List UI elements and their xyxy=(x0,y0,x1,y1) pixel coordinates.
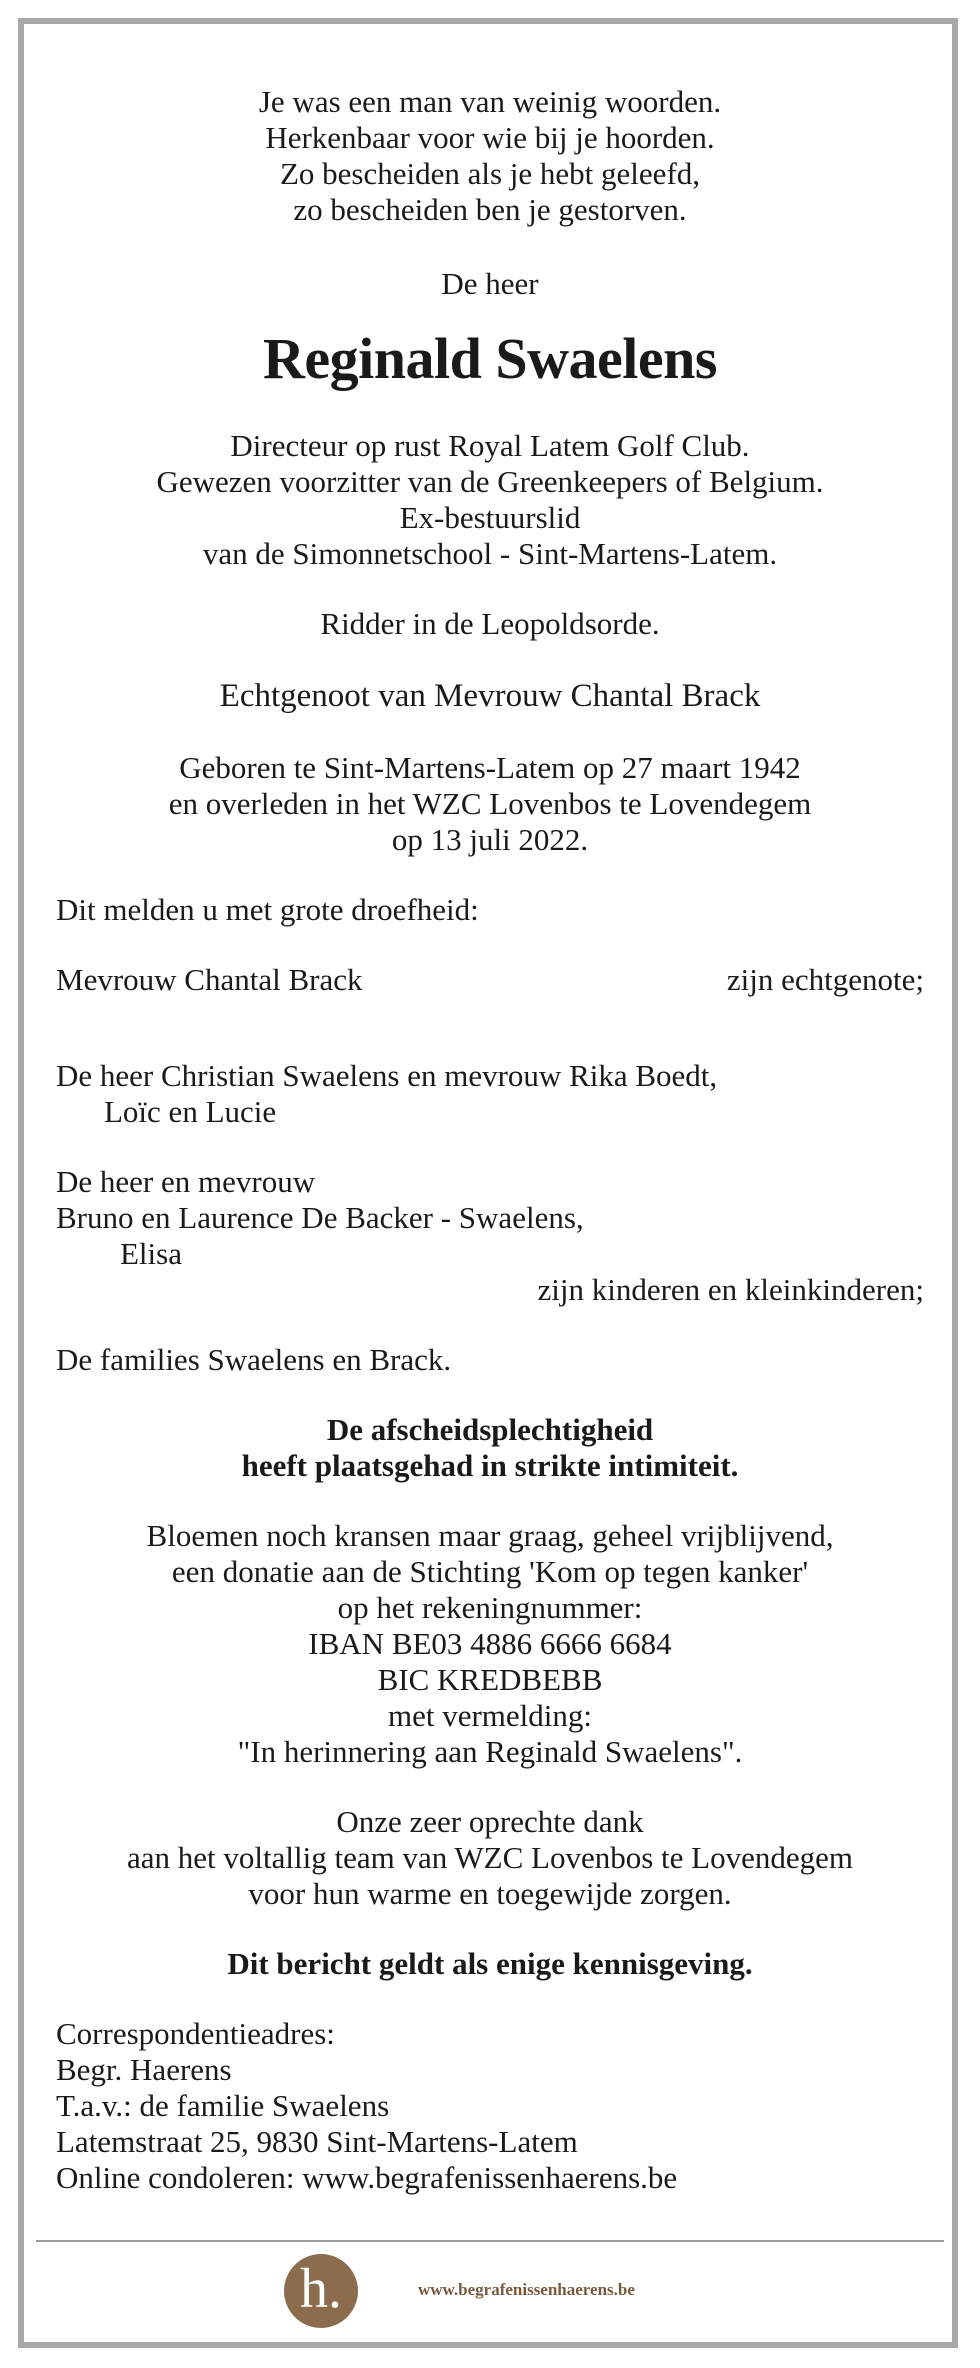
footer-divider xyxy=(36,2240,944,2242)
donation-line: "In herinnering aan Reginald Swaelens". xyxy=(237,1734,743,1769)
announce-intro: Dit melden u met grote droefheid: xyxy=(56,892,479,927)
donation-line: een donatie aan de Stichting 'Kom op tegen kanker' xyxy=(171,1554,809,1589)
role-line: Ex-bestuurslid xyxy=(399,500,581,535)
role-line: Gewezen voorzitter van de Greenkeepers of Belgium. xyxy=(156,464,824,499)
spouse-line: Echtgenoot van Mevrouw Chantal Brack xyxy=(219,678,761,714)
donation-line: BIC KREDBEBB xyxy=(377,1662,603,1697)
thanks xyxy=(56,1804,924,1912)
birth-death-line: op 13 juli 2022. xyxy=(391,822,589,857)
poem-line: zo bescheiden ben je gestorven. xyxy=(293,192,687,227)
correspondence-line: Correspondentieadres: xyxy=(56,2016,335,2051)
children-relation: zijn kinderen en kleinkinderen; xyxy=(537,1272,924,1307)
deceased-name: Reginald Swaelens xyxy=(263,326,717,391)
donation-line: IBAN BE03 4886 6666 6684 xyxy=(308,1626,672,1661)
donation-line: op het rekeningnummer: xyxy=(337,1590,643,1625)
family-line: De heer Christian Swaelens en mevrouw Rika Boedt, xyxy=(56,1058,718,1093)
spouse-relation: zijn echtgenote; xyxy=(726,962,924,997)
footer-website[interactable]: www.begrafenissenhaerens.be xyxy=(418,2280,635,2299)
roles xyxy=(56,428,924,572)
correspondence-line: Latemstraat 25, 9830 Sint-Martens-Latem xyxy=(56,2124,578,2159)
correspondence xyxy=(56,2016,924,2196)
ceremony-line: De afscheidsplechtigheid xyxy=(326,1412,654,1447)
role-line: van de Simonnetschool - Sint-Martens-Latem. xyxy=(202,536,778,571)
grandchildren-line: Loïc en Lucie xyxy=(104,1094,277,1129)
poem-line: Herkenbaar voor wie bij je hoorden. xyxy=(265,120,715,155)
thanks-line: Onze zeer oprechte dank xyxy=(336,1804,644,1839)
logo-letter: h. xyxy=(300,2258,342,2320)
birth-death-line: en overleden in het WZC Lovenbos te Lovendegem xyxy=(168,786,812,821)
family-bruno xyxy=(56,1164,924,1308)
birth-death-line: Geboren te Sint-Martens-Latem op 27 maart 1942 xyxy=(179,750,801,785)
obituary-content xyxy=(56,84,924,2196)
family-line: De heer en mevrouw xyxy=(56,1164,316,1199)
poem-line: Je was een man van weinig woorden. xyxy=(258,84,722,119)
notice: Dit bericht geldt als enige kennisgeving. xyxy=(227,1946,753,1981)
donation-line: met vermelding: xyxy=(387,1698,593,1733)
family-christian xyxy=(56,1058,924,1130)
donation xyxy=(56,1518,924,1770)
correspondence-line: Begr. Haerens xyxy=(56,2052,232,2087)
donation-line: Bloemen noch kransen maar graag, geheel vrijblijvend, xyxy=(146,1518,834,1553)
funeral-home-logo-icon xyxy=(284,2254,358,2328)
birth-death xyxy=(56,750,924,858)
honor: Ridder in de Leopoldsorde. xyxy=(320,606,660,641)
role-line: Directeur op rust Royal Latem Golf Club. xyxy=(230,428,750,463)
spouse-name: Mevrouw Chantal Brack xyxy=(56,962,363,997)
ceremony xyxy=(56,1412,924,1484)
grandchildren-line: Elisa xyxy=(120,1236,182,1271)
correspondence-line: Online condoleren: www.begrafenissenhaerens.be xyxy=(56,2160,678,2195)
poem-line: Zo bescheiden als je hebt geleefd, xyxy=(279,156,701,191)
family-line: Bruno en Laurence De Backer - Swaelens, xyxy=(56,1200,584,1235)
poem xyxy=(56,84,924,228)
ceremony-line: heeft plaatsgehad in strikte intimiteit. xyxy=(241,1448,739,1483)
thanks-line: aan het voltallig team van WZC Lovenbos te Lovendegem xyxy=(127,1840,853,1875)
families-line: De families Swaelens en Brack. xyxy=(56,1342,452,1377)
spouse-row xyxy=(56,962,924,998)
thanks-line: voor hun warme en toegewijde zorgen. xyxy=(248,1876,732,1911)
salutation: De heer xyxy=(441,266,539,301)
correspondence-line: T.a.v.: de familie Swaelens xyxy=(56,2088,390,2123)
